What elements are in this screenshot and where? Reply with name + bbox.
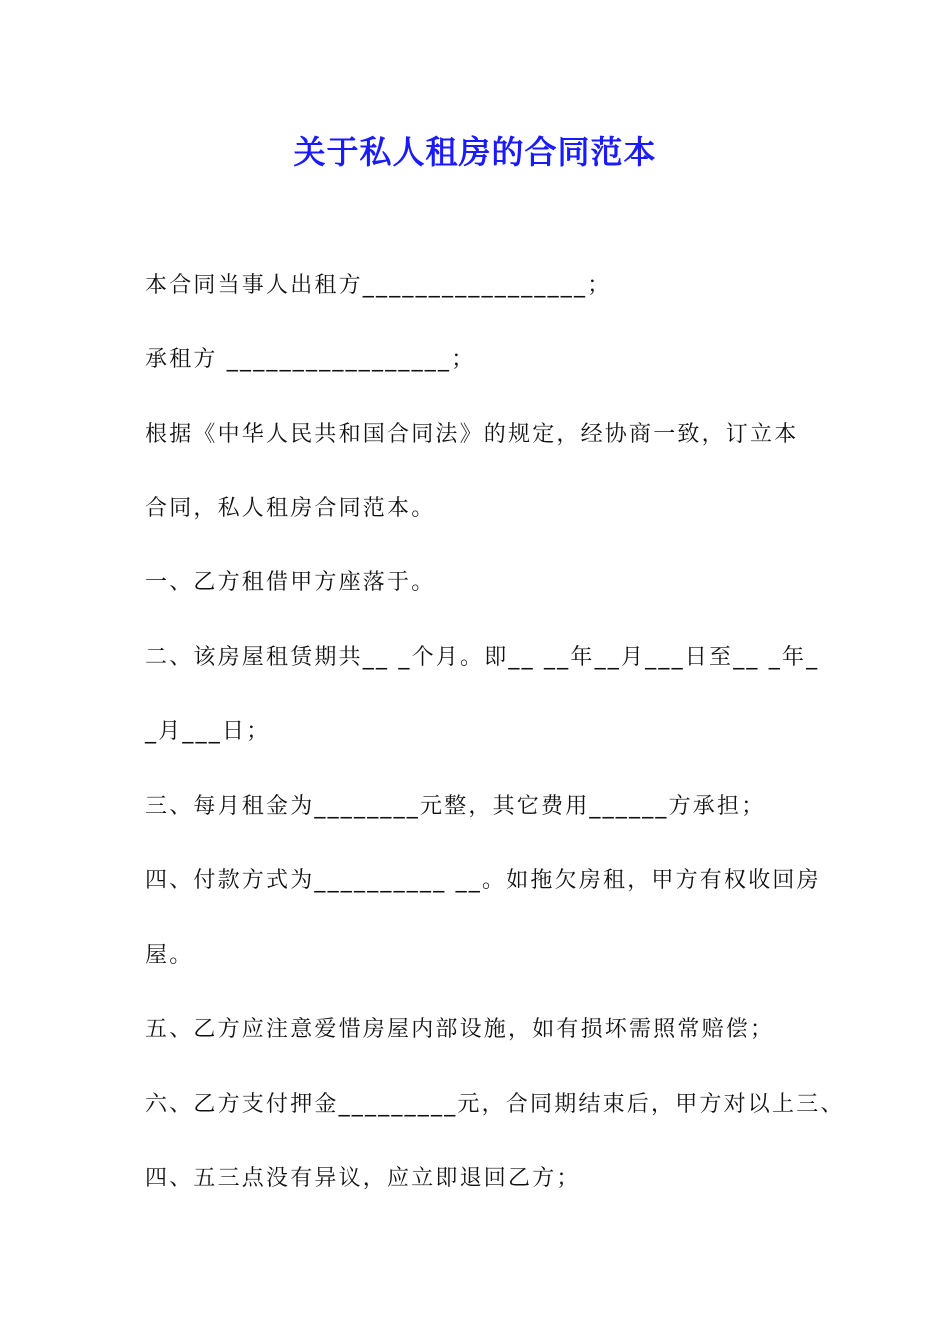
preamble-line-2: 合同，私人租房合同范本。 [145, 496, 436, 521]
party-lessor-line: 本合同当事人出租方_________________； [145, 273, 612, 298]
clause-2-line-1: 二、该房屋租赁期共__ _个月。即__ __年__月___日至__ _年_ [145, 645, 820, 670]
preamble-line-1: 根据《中华人民共和国合同法》的规定，经协商一致，订立本 [145, 422, 799, 447]
clause-6-line-2: 四、五三点没有异议，应立即退回乙方； [145, 1166, 581, 1191]
clause-4-line-1: 四、付款方式为__________ __。如拖欠房租，甲方有权收回房 [145, 868, 821, 893]
clause-4-line-2: 屋。 [145, 943, 194, 968]
clause-2-line-2: _月___日； [145, 719, 271, 744]
clause-6-line-1: 六、乙方支付押金_________元，合同期结束后，甲方对以上三、 [145, 1092, 845, 1117]
clause-3-line: 三、每月租金为________元整，其它费用______方承担； [145, 794, 766, 819]
document-title: 关于私人租房的合同范本 [293, 133, 657, 171]
clause-1-line: 一、乙方租借甲方座落于。 [145, 570, 436, 595]
party-lessee-line: 承租方 _________________； [145, 347, 476, 372]
clause-5-line: 五、乙方应注意爱惜房屋内部设施，如有损坏需照常赔偿； [145, 1017, 775, 1042]
